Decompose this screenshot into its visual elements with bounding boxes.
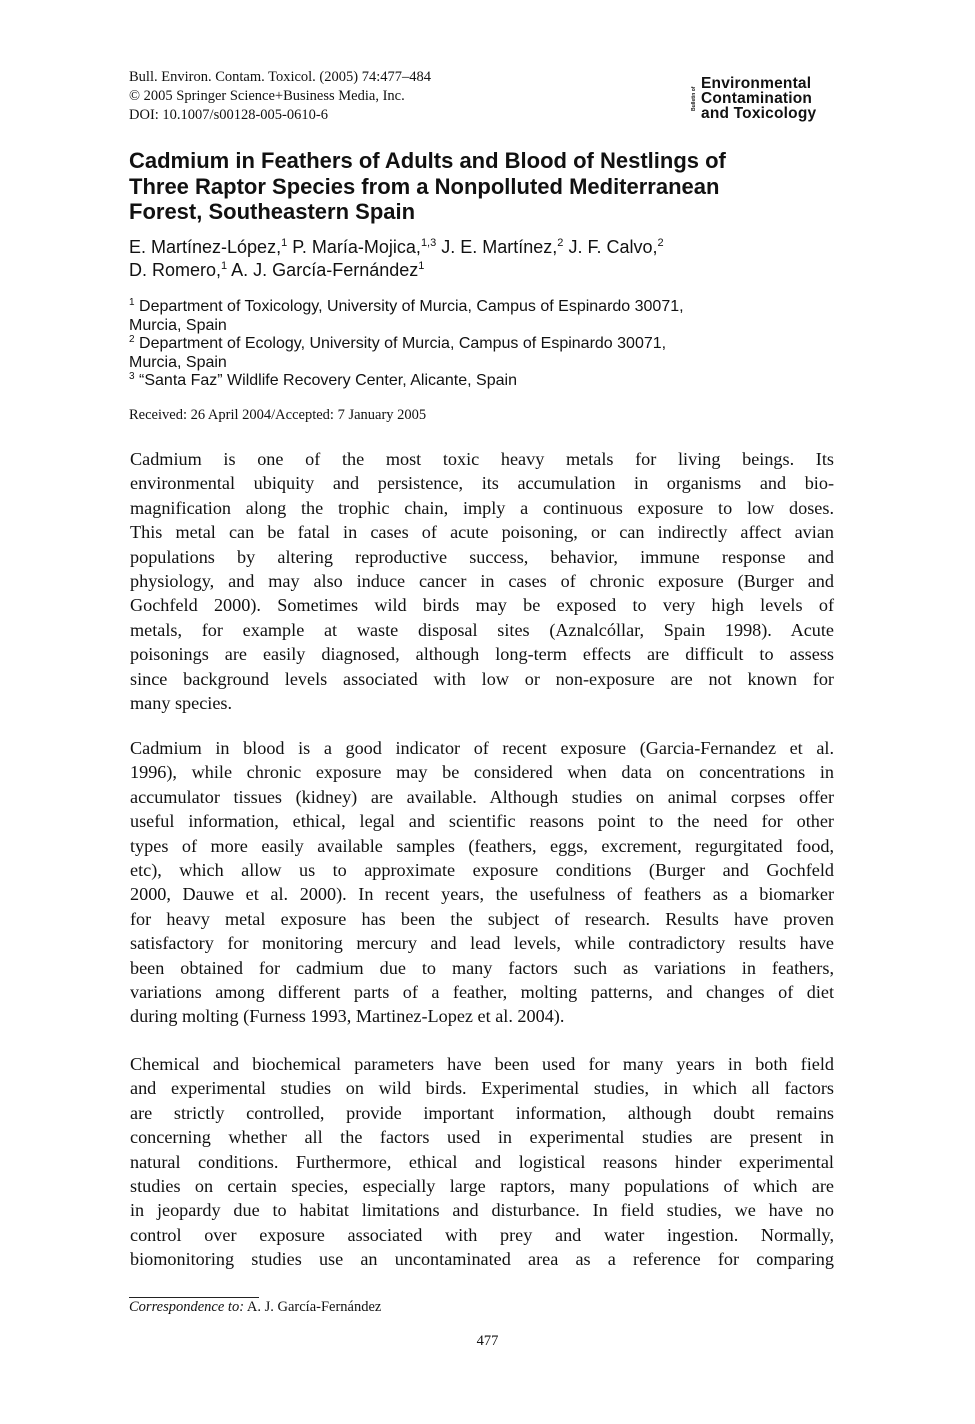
- paragraph-line: Cadmium in blood is a good indicator of recent exposure (Garcia-Fernandez et al.: [130, 738, 834, 758]
- affiliation-line: [129, 372, 849, 391]
- author-name: J. F. Calvo,: [568, 237, 658, 257]
- paragraph-line: etc), which allow us to approximate exposure conditions (Burger and Gochfeld: [130, 859, 834, 880]
- paragraph-line: and experimental studies on wild birds. Experimental studies, in which all factors: [130, 1078, 834, 1099]
- paragraph-line: biomonitoring studies use an uncontaminated area as a reference for comparing: [130, 1249, 834, 1270]
- author-line: [129, 259, 849, 282]
- paragraph-line: poisonings are easily diagnosed, although long-term effects are difficult to assess: [130, 644, 834, 665]
- paragraph-line: types of more easily available samples (feathers, eggs, excrement, regurgitated food,: [130, 835, 834, 856]
- author-list: [129, 236, 849, 282]
- affiliation-text: Department of Ecology, University of Murcia, Campus of Espinardo 30071,: [139, 335, 667, 352]
- paragraph-line: studies on certain species, especially large raptors, many populations of which are: [130, 1175, 834, 1196]
- copyright-notice: © 2005 Springer Science+Business Media, Inc.: [129, 88, 405, 104]
- paragraph-line: for heavy metal exposure has been the subject of research. Results have proven: [130, 908, 834, 929]
- paragraph-line: metals, for example at waste disposal sites (Aznalcóllar, Spain 1998). Acute: [130, 619, 834, 640]
- body-paragraph: [130, 447, 834, 715]
- body-paragraph: [130, 1052, 834, 1272]
- title-line: Cadmium in Feathers of Adults and Blood of Nestlings of: [129, 148, 726, 173]
- paragraph-line: This metal can be fatal in cases of acute poisoning, or can indirectly affect avian: [130, 522, 834, 543]
- journal-logo-wordmark: [701, 76, 816, 121]
- paragraph-line: environmental ubiquity and persistence, its accumulation in organisms and bio-: [130, 473, 834, 494]
- paragraph-line: accumulator tissues (kidney) are available. Although studies on animal corpses offer: [130, 786, 834, 807]
- doi: DOI: 10.1007/s00128-005-0610-6: [129, 107, 328, 123]
- paragraph-line: 1996), while chronic exposure may be considered when data on concentrations in: [130, 762, 834, 783]
- author-name: E. Martínez-López,: [129, 237, 282, 257]
- paragraph-line: control over exposure associated with prey and water ingestion. Normally,: [130, 1224, 834, 1245]
- paragraph-line: Gochfeld 2000). Sometimes wild birds may be exposed to very high levels of: [130, 595, 834, 616]
- paragraph-line: 2000, Dauwe et al. 2000). In recent years, the usefulness of feathers as a biomarker: [130, 884, 834, 905]
- paragraph-line: natural conditions. Furthermore, ethical and logistical reasons hinder experimental: [130, 1151, 834, 1172]
- correspondence-author: A. J. García-Fernández: [246, 1299, 382, 1315]
- received-accepted-dates: Received: 26 April 2004/Accepted: 7 January 2005: [129, 407, 427, 423]
- paragraph-line: since background levels associated with low or non-exposure are not known for: [130, 668, 834, 689]
- author-affiliation-mark: 1: [221, 260, 228, 272]
- affiliation-text: Department of Toxicology, University of Murcia, Campus of Espinardo 30071,: [139, 298, 684, 315]
- affiliation-line: [129, 298, 849, 317]
- title-line: Forest, Southeastern Spain: [129, 199, 416, 224]
- footnote-label: Correspondence to:: [129, 1299, 245, 1315]
- paragraph-line: in jeopardy due to habitat limitations and disturbance. In field studies, we have no: [130, 1200, 834, 1221]
- affiliation-line: [129, 335, 849, 354]
- author-line: [129, 236, 849, 259]
- citation-block: [129, 68, 431, 125]
- paragraph-line: are strictly controlled, provide important information, although doubt remains: [130, 1102, 834, 1123]
- affiliation-list: [129, 298, 849, 391]
- author-affiliation-mark: 2: [557, 237, 564, 249]
- journal-logo-line: Environmental: [701, 75, 812, 92]
- affiliation-line: Murcia, Spain: [129, 353, 227, 371]
- author-affiliation-mark: 1,3: [420, 237, 437, 249]
- paragraph-line: Cadmium is one of the most toxic heavy metals for living beings. Its: [130, 449, 834, 469]
- journal-logo-line: Contamination: [701, 90, 813, 107]
- journal-logo-side-text: Bulletin of: [691, 86, 697, 112]
- paragraph-line: useful information, ethical, legal and scientific reasons point to the need for other: [130, 811, 834, 832]
- title-line: Three Raptor Species from a Nonpolluted Mediterranean: [129, 173, 720, 199]
- correspondence-footnote: [129, 1298, 381, 1316]
- page-number: 477: [476, 1333, 499, 1349]
- paragraph-line: been obtained for cadmium due to many factors such as variations in feathers,: [130, 957, 834, 978]
- affiliation-mark: 2: [129, 334, 135, 345]
- paragraph-line: populations by altering reproductive success, behavior, immune response and: [130, 546, 834, 567]
- paragraph-line: physiology, and may also induce cancer in cases of chronic exposure (Burger and: [130, 570, 834, 591]
- article-title: [129, 148, 849, 225]
- author-affiliation-mark: 1: [418, 260, 425, 272]
- journal-citation: Bull. Environ. Contam. Toxicol. (2005) 74:477–484: [129, 69, 431, 85]
- affiliation-mark: 1: [129, 297, 135, 308]
- paragraph-line: during molting (Furness 1993, Martinez-Lopez et al. 2004).: [130, 1006, 565, 1027]
- paragraph-line: variations among different parts of a feather, molting patterns, and changes of diet: [130, 981, 834, 1002]
- paragraph-line: satisfactory for monitoring mercury and lead levels, while contradictory results have: [130, 933, 834, 954]
- affiliation-line: Murcia, Spain: [129, 316, 227, 334]
- journal-logo-line: and Toxicology: [701, 105, 817, 122]
- journal-logo: [690, 76, 852, 122]
- author-name: A. J. García-Fernández: [231, 260, 419, 280]
- paragraph-line: Chemical and biochemical parameters have been used for many years in both field: [130, 1054, 834, 1074]
- affiliation-text: “Santa Faz” Wildlife Recovery Center, Alicante, Spain: [139, 372, 517, 389]
- author-name: J. E. Martínez,: [441, 237, 558, 257]
- paragraph-line: magnification along the trophic chain, imply a continuous exposure to low doses.: [130, 497, 834, 518]
- affiliation-mark: 3: [129, 371, 135, 382]
- author-affiliation-mark: 2: [657, 237, 664, 249]
- paragraph-line: concerning whether all the factors used in experimental studies are present in: [130, 1127, 834, 1148]
- author-name: P. María-Mojica,: [292, 237, 421, 257]
- author-name: D. Romero,: [129, 260, 222, 280]
- body-paragraph: [130, 736, 834, 1029]
- author-affiliation-mark: 1: [281, 237, 288, 249]
- paragraph-line: many species.: [130, 692, 233, 713]
